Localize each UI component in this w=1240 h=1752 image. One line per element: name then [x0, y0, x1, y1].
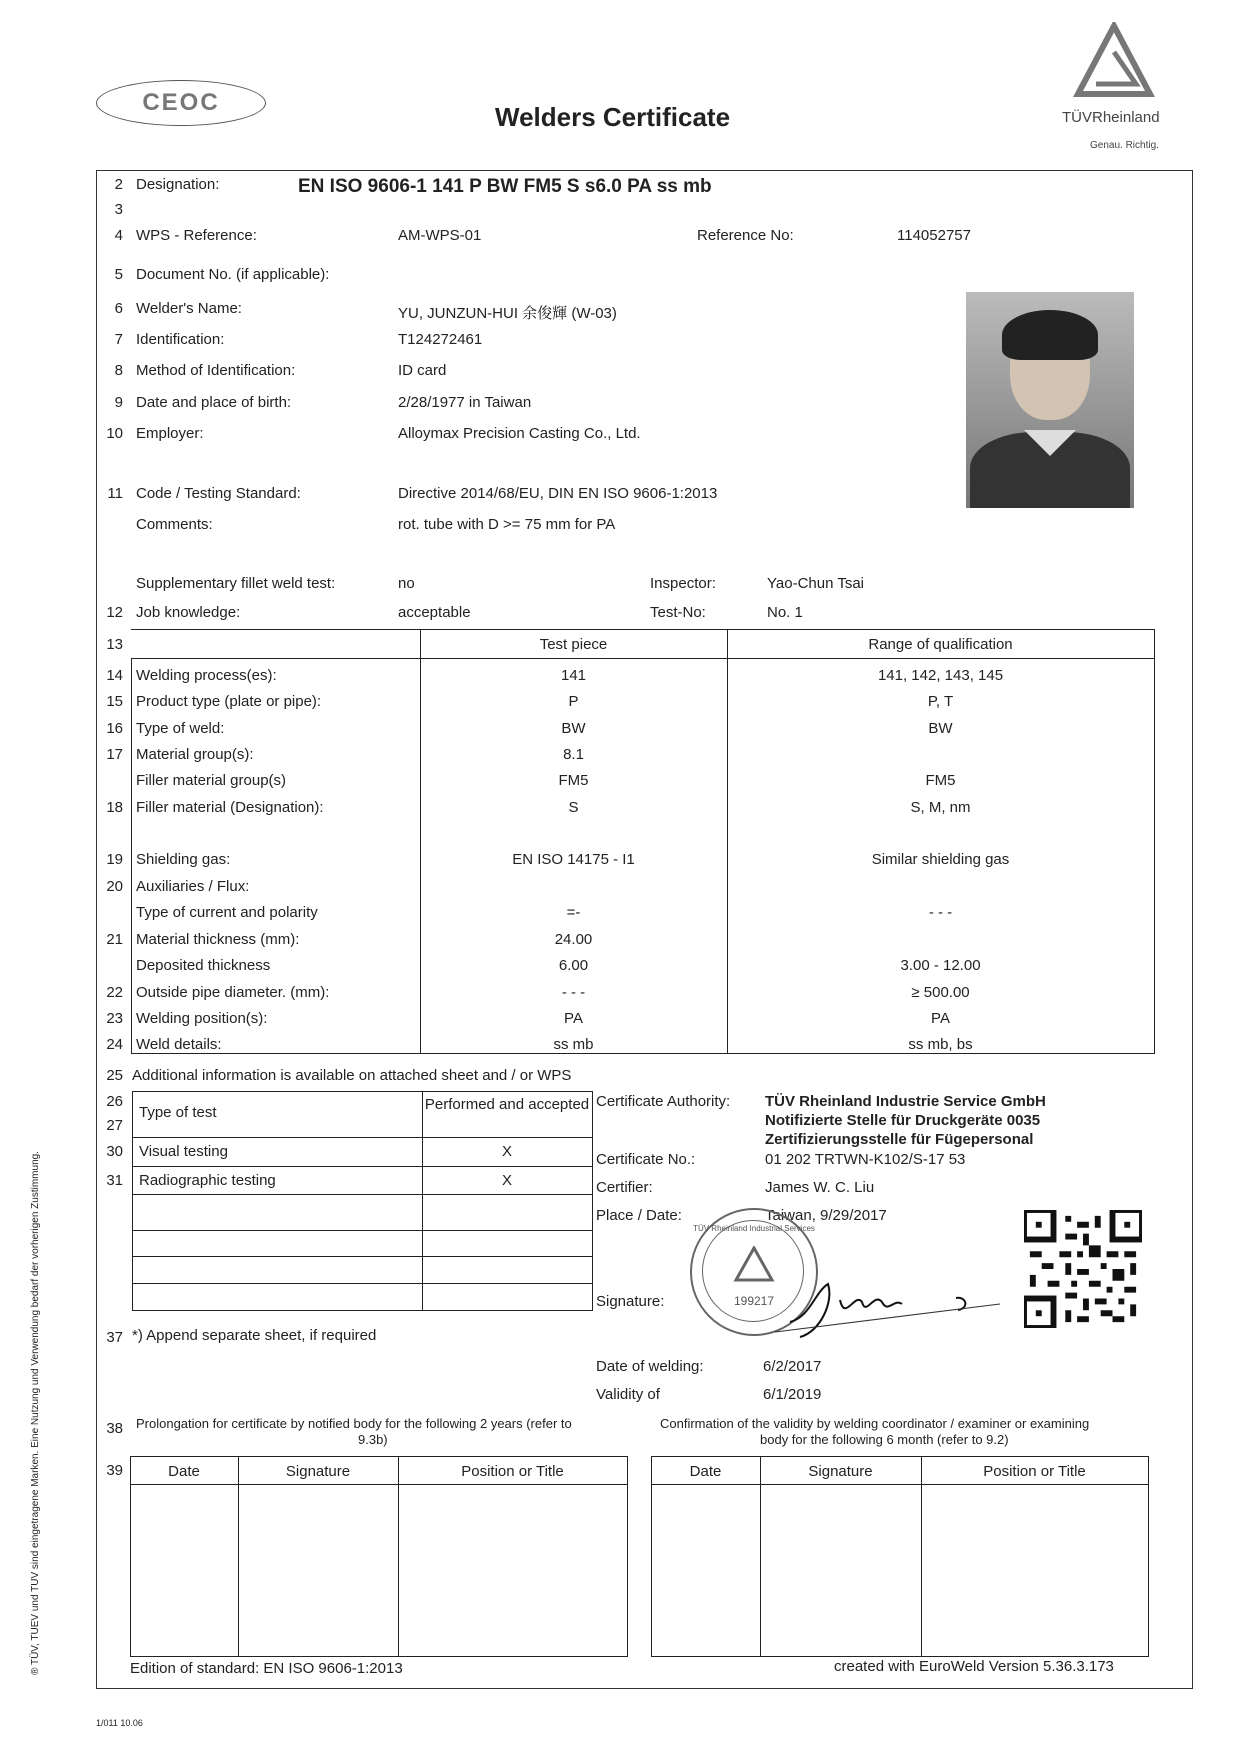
date-of-welding-label: Date of welding: — [596, 1358, 704, 1375]
authority-line3: Zertifizierungsstelle für Fügepersonal — [765, 1131, 1034, 1148]
row-number: 16 — [106, 720, 123, 737]
range-value: Similar shielding gas — [871, 851, 1010, 868]
prolong-right-text: Confirmation of the validity by welding coordinator / examiner or examining — [660, 1416, 1090, 1431]
inspector-label: Inspector: — [650, 575, 716, 592]
row-label: Product type (plate or pipe): — [136, 693, 322, 710]
row-label: Auxiliaries / Flux: — [136, 878, 250, 895]
row-number: 12 — [106, 604, 123, 621]
row-label: Filler material (Designation): — [136, 799, 324, 816]
row-number: 19 — [106, 851, 123, 868]
row-number: 20 — [106, 878, 123, 895]
range-value: 141, 142, 143, 145 — [877, 667, 1004, 684]
date-of-welding-value: 6/2/2017 — [763, 1358, 822, 1375]
row-number: 8 — [114, 362, 123, 379]
row-label: Filler material group(s) — [136, 772, 287, 789]
test-value: =- — [566, 904, 581, 921]
row-label: Welding position(s): — [136, 1010, 268, 1027]
row-label: Material thickness (mm): — [136, 931, 300, 948]
row-number: 22 — [106, 984, 123, 1001]
place-label: Place / Date: — [596, 1207, 682, 1224]
row-label: Weld details: — [136, 1036, 222, 1053]
employer-value: Alloymax Precision Casting Co., Ltd. — [398, 425, 641, 442]
certno-label: Certificate No.: — [596, 1151, 696, 1168]
col-header-date: Date — [689, 1463, 722, 1480]
tuv-triangle-icon — [1052, 22, 1182, 102]
col-header-type: Type of test — [139, 1104, 217, 1121]
prolong-right-text: body for the following 6 month (refer to 9.2) — [760, 1432, 1009, 1447]
test-value: 24.00 — [554, 931, 593, 948]
row-number: 18 — [106, 799, 123, 816]
birth-value: 2/28/1977 in Taiwan — [398, 394, 532, 411]
authority-label: Certificate Authority: — [596, 1093, 731, 1110]
row-number: 26 — [106, 1093, 123, 1110]
additional-info: Additional information is available on attached sheet and / or WPS — [132, 1067, 572, 1084]
form-code: 1/011 10.06 — [96, 1718, 143, 1728]
row-number: 9 — [114, 394, 123, 411]
trademark-note: ® TÜV, TUEV und TUV sind eingetragene Marken. Eine Nutzung und Verwendung bedarf der vorherigen Zustimmung. — [30, 1151, 41, 1675]
row-number: 11 — [107, 485, 123, 502]
place-value: Taiwan, 9/29/2017 — [765, 1207, 887, 1224]
job-value: acceptable — [398, 604, 471, 621]
col-header-range: Range of qualification — [868, 636, 1013, 653]
employer-label: Employer: — [136, 425, 204, 442]
col-header-test-piece: Test piece — [539, 636, 608, 653]
inspector-value: Yao-Chun Tsai — [767, 575, 865, 592]
row-label: Deposited thickness — [136, 957, 271, 974]
row-number: 7 — [114, 331, 123, 348]
col-header-result: Performed and accepted — [424, 1096, 590, 1113]
test-value: EN ISO 14175 - I1 — [512, 851, 635, 868]
test-type: Radiographic testing — [139, 1172, 276, 1189]
job-label: Job knowledge: — [136, 604, 241, 621]
range-value: ≥ 500.00 — [911, 984, 970, 1001]
col-header-date: Date — [168, 1463, 200, 1480]
method-label: Method of Identification: — [136, 362, 296, 379]
welder-name-value: YU, JUNZUN-HUI 余俊輝 (W-03) — [398, 305, 617, 322]
reference-label: Reference No: — [697, 227, 794, 244]
document-no-label: Document No. (if applicable): — [136, 266, 330, 283]
test-value: 8.1 — [563, 746, 584, 763]
row-number: 3 — [114, 201, 123, 218]
comments-value: rot. tube with D >= 75 mm for PA — [398, 516, 616, 533]
col-header-position: Position or Title — [461, 1463, 564, 1480]
fillet-value: no — [398, 575, 415, 592]
welder-name-label: Welder's Name: — [136, 300, 242, 317]
row-number: 2 — [114, 176, 123, 193]
test-type: Visual testing — [139, 1143, 228, 1160]
test-value: FM5 — [558, 772, 589, 789]
test-value: S — [568, 799, 579, 816]
edition-note: Edition of standard: EN ISO 9606-1:2013 — [130, 1660, 403, 1677]
row-label: Outside pipe diameter. (mm): — [136, 984, 330, 1001]
birth-label: Date and place of birth: — [136, 394, 292, 411]
reference-value: 114052757 — [897, 227, 971, 244]
row-number: 38 — [106, 1420, 123, 1437]
tuv-brand: TÜVRheinland — [1062, 109, 1160, 126]
wps-value: AM-WPS-01 — [398, 227, 482, 244]
validity-label: Validity of — [596, 1386, 660, 1403]
range-value: P, T — [927, 693, 954, 710]
welder-photo — [966, 292, 1134, 508]
page-title: Welders Certificate — [495, 102, 731, 132]
row-label: Material group(s): — [136, 746, 254, 763]
test-value: 141 — [560, 667, 587, 684]
range-value: FM5 — [925, 772, 956, 789]
range-value: S, M, nm — [910, 799, 971, 816]
row-number: 17 — [106, 746, 123, 763]
range-value: 3.00 - 12.00 — [900, 957, 981, 974]
test-no-value: No. 1 — [767, 604, 803, 621]
signature-label: Signature: — [596, 1293, 665, 1310]
row-number: 30 — [106, 1143, 123, 1160]
col-header-signature: Signature — [808, 1463, 873, 1480]
designation-label: Designation: — [136, 176, 220, 193]
row-number: 39 — [106, 1462, 123, 1479]
row-number: 10 — [106, 425, 123, 442]
validity-value: 6/1/2019 — [763, 1386, 822, 1403]
certno-value: 01 202 TRTWN-K102/S-17 53 — [765, 1151, 966, 1168]
row-label: Welding process(es): — [136, 667, 277, 684]
fillet-label: Supplementary fillet weld test: — [136, 575, 336, 592]
code-value: Directive 2014/68/EU, DIN EN ISO 9606-1:2013 — [398, 485, 718, 502]
ceoc-logo: CEOC — [96, 80, 266, 126]
qr-code-icon — [1024, 1210, 1142, 1328]
test-value: BW — [561, 720, 586, 737]
range-value: PA — [931, 1010, 950, 1027]
range-value: - - - — [928, 904, 953, 921]
row-label: Type of weld: — [136, 720, 225, 737]
append-note: *) Append separate sheet, if required — [132, 1327, 377, 1344]
row-number: 13 — [106, 636, 123, 653]
row-number: 31 — [106, 1172, 123, 1189]
test-result: X — [501, 1172, 512, 1189]
row-number: 23 — [106, 1010, 123, 1027]
tuv-tagline: Genau. Richtig. — [1090, 140, 1159, 151]
wps-label: WPS - Reference: — [136, 227, 257, 244]
row-number: 15 — [106, 693, 123, 710]
row-number: 5 — [114, 266, 123, 283]
comments-label: Comments: — [136, 516, 213, 533]
certifier-value: James W. C. Liu — [765, 1179, 875, 1196]
certifier-signature — [770, 1262, 1010, 1342]
stamp-text: TÜV Rheinland Industrial Services — [693, 1224, 815, 1233]
prolong-left-text: Prolongation for certificate by notified body for the following 2 years (refer to — [136, 1416, 572, 1431]
designation-value: EN ISO 9606-1 141 P BW FM5 S s6.0 PA ss mb — [298, 176, 712, 197]
test-value: ss mb — [553, 1036, 594, 1053]
row-number: 27 — [106, 1117, 123, 1134]
test-value: - - - — [561, 984, 586, 1001]
range-value: BW — [928, 720, 953, 737]
authority-line2: Notifizierte Stelle für Druckgeräte 0035 — [765, 1112, 1041, 1129]
test-result: X — [501, 1143, 512, 1160]
row-number: 4 — [114, 227, 123, 244]
test-no-label: Test-No: — [650, 604, 706, 621]
col-header-signature: Signature — [285, 1463, 351, 1480]
row-number: 25 — [106, 1067, 123, 1084]
row-number: 37 — [106, 1329, 123, 1346]
col-header-position: Position or Title — [983, 1463, 1086, 1480]
test-value: P — [568, 693, 579, 710]
row-number: 21 — [106, 931, 123, 948]
method-value: ID card — [398, 362, 447, 379]
row-number: 6 — [114, 300, 123, 317]
range-value: ss mb, bs — [908, 1036, 973, 1053]
identification-value: T124272461 — [398, 331, 483, 348]
authority-line1: TÜV Rheinland Industrie Service GmbH — [765, 1093, 1046, 1110]
row-number: 14 — [106, 667, 123, 684]
prolong-left-text: 9.3b) — [358, 1432, 388, 1447]
test-value: PA — [564, 1010, 583, 1027]
test-value: 6.00 — [558, 957, 589, 974]
certifier-label: Certifier: — [596, 1179, 653, 1196]
created-with-note: created with EuroWeld Version 5.36.3.173 — [834, 1658, 1114, 1675]
stamp-number: 199217 — [733, 1294, 775, 1308]
code-label: Code / Testing Standard: — [136, 485, 301, 502]
row-number: 24 — [106, 1036, 123, 1053]
row-label: Type of current and polarity — [136, 904, 318, 921]
identification-label: Identification: — [136, 331, 225, 348]
tuv-logo — [1052, 22, 1182, 152]
row-label: Shielding gas: — [136, 851, 231, 868]
